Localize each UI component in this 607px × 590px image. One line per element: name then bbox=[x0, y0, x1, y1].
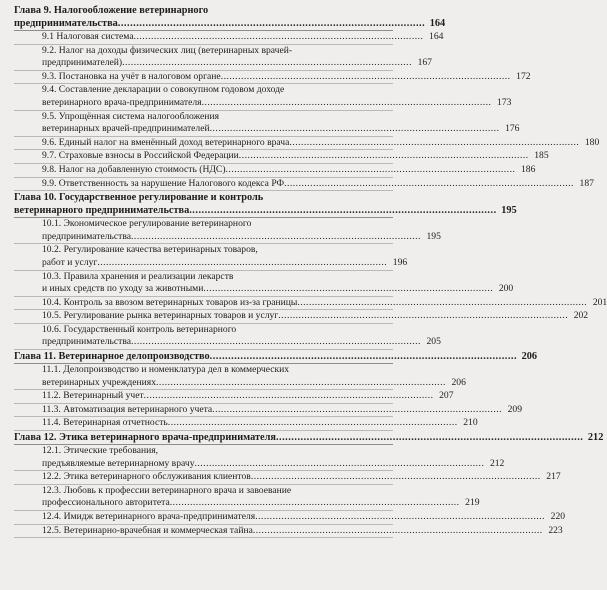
leader-dots bbox=[210, 123, 500, 134]
entry-title bbox=[14, 271, 495, 296]
toc-chapter-entry bbox=[14, 191, 517, 218]
entry-title-line: 10.6. Государственный контроль ветеринарного bbox=[42, 323, 237, 335]
entry-title bbox=[14, 404, 504, 417]
toc-section-entry bbox=[14, 110, 520, 137]
leader-dots bbox=[122, 57, 412, 68]
entry-title-line: 12.1. Этические требования, bbox=[42, 445, 159, 457]
entry-title-text: ветеринарного врача-предпринимателя bbox=[42, 96, 202, 108]
entry-title-line bbox=[42, 310, 568, 323]
toc-section-entry bbox=[14, 270, 514, 297]
entry-title-line bbox=[42, 458, 484, 471]
page-number: 201 bbox=[592, 296, 607, 308]
entry-title-text: и иных средств по уходу за животными bbox=[42, 283, 204, 295]
leader-dots bbox=[97, 257, 387, 268]
page-number: 223 bbox=[548, 524, 563, 536]
entry-title bbox=[14, 164, 517, 177]
entry-title bbox=[14, 445, 486, 470]
entry-title-text: ветеринарного предпринимательства bbox=[14, 205, 190, 217]
entry-title-line: 10.3. Правила хранения и реализации лекарств bbox=[42, 270, 234, 282]
entry-title-line bbox=[42, 283, 493, 296]
leader-dots bbox=[144, 390, 434, 401]
entry-title-line: 9.2. Налог на доходы физических лиц (ветеринарных врачей- bbox=[42, 44, 293, 56]
page-number: 167 bbox=[417, 57, 432, 69]
toc-chapter-entry bbox=[14, 431, 604, 445]
entry-title-line bbox=[42, 336, 421, 349]
toc-section-entry bbox=[14, 471, 561, 485]
entry-title-line: Глава 10. Государственное регулирование и контроль bbox=[14, 192, 264, 204]
page-number: 206 bbox=[451, 376, 466, 388]
entry-title-text: ветеринарных врачей-предпринимателей bbox=[42, 123, 210, 135]
leader-dots bbox=[195, 458, 485, 469]
leader-dots bbox=[278, 310, 568, 321]
entry-title-text: 9.9. Ответственность за нарушение Налогового кодекса РФ bbox=[42, 177, 285, 189]
entry-title-line: 10.2. Регулирование качества ветеринарных товаров, bbox=[42, 244, 258, 256]
entry-title-text: 11.2. Ветеринарный учет bbox=[42, 390, 144, 402]
entry-title-text: профессионального авторитета bbox=[42, 497, 170, 509]
page-number: 173 bbox=[497, 96, 512, 108]
page-number: 205 bbox=[426, 336, 441, 348]
page-number: 195 bbox=[426, 230, 441, 242]
leader-dots bbox=[202, 97, 492, 108]
toc-section-entry bbox=[14, 417, 478, 431]
entry-title-text: ветеринарных учреждениях bbox=[42, 376, 157, 388]
entry-title-text: 12.2. Этика ветеринарного обслуживания клиентов bbox=[42, 471, 251, 483]
entry-title-line bbox=[42, 231, 421, 244]
entry-title-line bbox=[42, 178, 574, 191]
entry-title-text: работ и услуг bbox=[42, 256, 98, 268]
entry-title-text: 12.5. Ветеринарно-врачебная и коммерческая тайна bbox=[42, 524, 253, 536]
entry-title-text: 12.4. Имидж ветеринарного врача-предпринимателя bbox=[42, 511, 256, 522]
leader-dots bbox=[251, 471, 541, 482]
entry-title bbox=[14, 31, 425, 44]
page-number: 212 bbox=[587, 432, 604, 444]
entry-title-line bbox=[14, 350, 517, 363]
entry-title bbox=[14, 417, 460, 430]
leader-dots bbox=[131, 336, 421, 347]
page-number: 196 bbox=[392, 256, 408, 268]
page-number: 220 bbox=[550, 511, 566, 522]
page-number: 200 bbox=[498, 283, 514, 295]
entry-title-line bbox=[42, 404, 502, 417]
page-number: 195 bbox=[501, 205, 517, 217]
leader-dots bbox=[156, 377, 446, 388]
entry-title bbox=[14, 4, 427, 30]
entry-title bbox=[14, 111, 501, 136]
entry-title bbox=[14, 310, 570, 323]
leader-dots bbox=[189, 205, 496, 216]
entry-title-line bbox=[42, 417, 458, 430]
page-number: 202 bbox=[573, 310, 589, 322]
page-number: 209 bbox=[507, 403, 523, 415]
entry-title-line bbox=[42, 511, 545, 524]
toc-section-entry bbox=[14, 31, 444, 45]
page-number: 219 bbox=[465, 497, 480, 509]
entry-title-text: 9.1 Налоговая система bbox=[42, 31, 134, 42]
toc-section-entry bbox=[14, 484, 480, 511]
toc-section-entry bbox=[14, 44, 432, 71]
entry-title-line bbox=[14, 17, 425, 30]
leader-dots bbox=[253, 525, 543, 536]
leader-dots bbox=[203, 283, 493, 294]
entry-title-line bbox=[42, 71, 511, 84]
leader-dots bbox=[212, 404, 502, 415]
entry-title bbox=[14, 511, 547, 524]
toc-section-entry bbox=[14, 364, 466, 390]
toc-section-entry bbox=[14, 445, 505, 471]
toc-section-entry bbox=[14, 70, 531, 85]
entry-title-line bbox=[42, 123, 499, 136]
toc-section-entry bbox=[14, 177, 594, 192]
entry-title-text: предпринимательства bbox=[42, 230, 132, 242]
leader-dots bbox=[131, 231, 421, 242]
toc-section-entry bbox=[14, 403, 523, 418]
toc-section-entry bbox=[14, 163, 536, 178]
entry-title bbox=[14, 364, 448, 389]
entry-title-line bbox=[42, 257, 387, 270]
entry-title-text: 9.3. Постановка на учёт в налоговом органе bbox=[42, 70, 221, 82]
page-number: 186 bbox=[520, 163, 536, 175]
leader-dots bbox=[284, 178, 574, 189]
leader-dots bbox=[239, 150, 529, 161]
entry-title-text: предпринимателей) bbox=[42, 57, 123, 69]
entry-title-text: 10.4. Контроль за ввозом ветеринарных товаров из-за границы bbox=[42, 296, 298, 308]
toc-section-entry bbox=[14, 136, 600, 151]
entry-title-line bbox=[42, 150, 529, 163]
toc-section-entry bbox=[14, 511, 566, 525]
leader-dots bbox=[289, 137, 579, 148]
entry-title-text: 10.5. Регулирование рынка ветеринарных товаров и услуг bbox=[42, 310, 279, 322]
leader-dots bbox=[255, 511, 545, 522]
page-number: 185 bbox=[534, 150, 549, 162]
page-number: 217 bbox=[546, 471, 561, 483]
entry-title-line: 9.5. Упрощённая система налогообложения bbox=[42, 110, 219, 122]
entry-title-text: 9.6. Единый налог на вменённый доход ветеринарного врача bbox=[42, 136, 290, 148]
entry-title-line: 10.1. Экономическое регулирование ветеринарного bbox=[42, 218, 252, 230]
toc-section-entry bbox=[14, 244, 408, 270]
page-number: 210 bbox=[463, 417, 478, 429]
entry-title bbox=[14, 137, 581, 150]
entry-title bbox=[14, 150, 531, 163]
entry-title-text: 9.7. Страховые взносы в Российской Федерации bbox=[42, 150, 239, 162]
entry-title bbox=[14, 525, 545, 538]
entry-title-line bbox=[42, 497, 460, 510]
entry-title-text: 11.4. Ветеринарная отчетность bbox=[42, 417, 168, 429]
entry-title bbox=[14, 218, 423, 243]
entry-title bbox=[14, 297, 589, 310]
entry-title bbox=[14, 71, 513, 84]
entry-title-line bbox=[42, 297, 587, 310]
page-number: 164 bbox=[429, 31, 444, 42]
entry-title-line bbox=[42, 137, 579, 150]
toc-chapter-entry bbox=[14, 350, 538, 364]
toc-section-entry bbox=[14, 218, 441, 244]
entry-title bbox=[14, 244, 389, 269]
entry-title-text: 9.8. Налог на добавленную стоимость (НДС) bbox=[42, 163, 226, 175]
toc-chapter-entry bbox=[14, 4, 446, 31]
entry-title-line: 9.4. Составление декларации о совокупном годовом доходе bbox=[42, 84, 285, 96]
toc-section-entry bbox=[14, 323, 441, 350]
entry-title bbox=[14, 431, 585, 444]
page-number: 206 bbox=[521, 351, 538, 363]
entry-title bbox=[14, 178, 576, 191]
toc-section-entry bbox=[14, 84, 512, 110]
entry-title-line: Глава 9. Налогообложение ветеринарного bbox=[14, 5, 209, 16]
entry-title bbox=[14, 390, 436, 403]
page-number: 176 bbox=[505, 123, 520, 135]
leader-dots bbox=[297, 297, 587, 308]
entry-title-text: предпринимательства bbox=[42, 336, 132, 348]
entry-title-line bbox=[42, 377, 446, 390]
entry-title-line bbox=[42, 97, 491, 110]
leader-dots bbox=[170, 497, 460, 508]
toc-section-entry bbox=[14, 310, 589, 324]
entry-title-line: 12.3. Любовь к профессии ветеринарного врача и завоевание bbox=[42, 484, 292, 496]
entry-title-text: Глава 12. Этика ветеринарного врача-предпринимателя bbox=[14, 432, 276, 444]
entry-title-line: 11.1. Делопроизводство и номенклатура дел в коммерческих bbox=[42, 364, 290, 376]
entry-title bbox=[14, 324, 423, 349]
toc-section-entry bbox=[14, 296, 607, 311]
leader-dots bbox=[168, 417, 458, 428]
page-number: 212 bbox=[489, 457, 505, 469]
leader-dots bbox=[118, 18, 425, 29]
entry-title bbox=[14, 191, 499, 217]
entry-title-line bbox=[14, 204, 497, 217]
page-number: 187 bbox=[579, 177, 594, 189]
entry-title bbox=[14, 485, 462, 510]
page-number: 172 bbox=[516, 70, 531, 82]
toc-section-entry bbox=[14, 524, 563, 539]
entry-title-text: предпринимательства bbox=[14, 18, 118, 29]
entry-title-line bbox=[42, 390, 434, 403]
entry-title-text: Глава 11. Ветеринарное делопроизводство bbox=[14, 351, 210, 363]
page-number: 207 bbox=[439, 390, 454, 402]
toc-section-entry bbox=[14, 150, 549, 164]
entry-title-line bbox=[42, 31, 423, 44]
toc-section-entry bbox=[14, 390, 454, 404]
leader-dots bbox=[210, 351, 517, 362]
entry-title-line bbox=[42, 57, 412, 70]
page-number: 164 bbox=[429, 18, 446, 29]
entry-title-text: предъявляемые ветеринарному врачу bbox=[42, 457, 195, 469]
entry-title-line bbox=[14, 431, 583, 444]
leader-dots bbox=[134, 31, 424, 42]
entry-title bbox=[14, 45, 414, 70]
entry-title bbox=[14, 350, 519, 363]
leader-dots bbox=[276, 432, 583, 443]
entry-title bbox=[14, 471, 543, 484]
table-of-contents bbox=[14, 4, 607, 538]
entry-title-line bbox=[42, 471, 541, 484]
entry-title bbox=[14, 84, 493, 109]
entry-title-line bbox=[42, 525, 543, 538]
entry-title-line bbox=[42, 164, 515, 177]
page-number: 180 bbox=[584, 136, 600, 148]
leader-dots bbox=[221, 71, 511, 82]
entry-title-text: 11.3. Автоматизация ветеринарного учета bbox=[42, 403, 213, 415]
leader-dots bbox=[226, 164, 516, 175]
